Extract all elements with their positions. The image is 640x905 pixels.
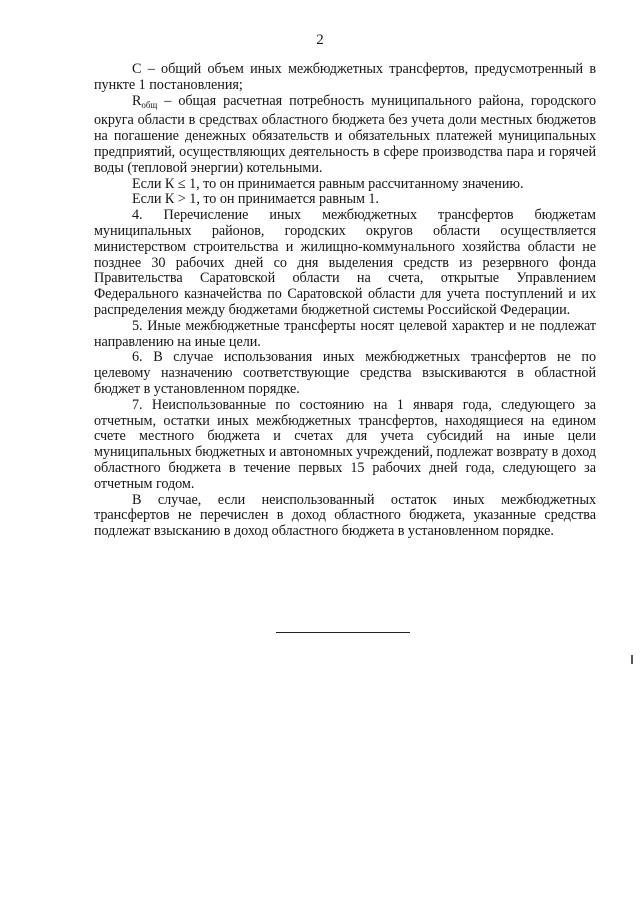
paragraph-item-7: 7. Неиспользованные по состоянию на 1 января года, следующего за отчетным, остатки иных межбюджетных трансфертов, находящиеся на едином счете местного бюджета и счетах для учета субсидий на иные цели муниципальных бюджетных и автономных учреждений, подлежат возврату в доход областного бюджета в течение первых 15 рабочих дней года, следующего за отчетным годом.	[94, 396, 596, 492]
r-definition-text: – общая расчетная потребность муниципального района, городского округа области в средствах областного бюджета без учета доли местных бюджетов на погашение денежных обязательств и обязательных платежей муниципальных предприятий, осуществляющих деятельность в сфере производства пара и горячей воды (тепловой энергии) котельными.	[94, 92, 596, 176]
paragraph-item-6: 6. В случае использования иных межбюджетных трансфертов не по целевому назначению соответствующие средства взыскиваются в областной бюджет в установленном порядке.	[94, 349, 596, 397]
paragraph-r-definition	[94, 94, 596, 177]
page-number: 2	[316, 32, 324, 48]
r-subscript: общ	[141, 99, 158, 110]
paragraph-k-gt-1: Если К > 1, то он принимается равным 1.	[132, 191, 379, 208]
paragraph-item-4: 4. Перечисление иных межбюджетных трансфертов бюджетам муниципальных районов, городских округов области осуществляется министерством строительства и жилищно-коммунального хозяйства области не позднее 30 рабочих дней со дня выделения средств из резервного фонда Правительства Саратовской области на счета, открытые Управлением Федерального казначейства по Саратовской области для учета поступлений и их распределения между бюджетами бюджетной системы Российской Федерации.	[94, 207, 596, 318]
paragraph-item-5: 5. Иные межбюджетные трансферты носят целевой характер и не подлежат направлению на иные цели.	[94, 317, 596, 350]
paragraph-k-le-1: Если К ≤ 1, то он принимается равным рассчитанному значению.	[132, 175, 524, 192]
scan-edge-mark	[631, 655, 633, 664]
document-body	[94, 62, 596, 540]
paragraph-unused-balance: В случае, если неиспользованный остаток иных межбюджетных трансфертов не перечислен в доход областного бюджета, указанные средства подлежат взысканию в доход областного бюджета в установленном порядке.	[94, 491, 596, 540]
r-symbol: R	[132, 92, 142, 109]
paragraph-total-volume: С – общий объем иных межбюджетных трансфертов, предусмотренный в пункте 1 постановления;	[94, 61, 596, 93]
end-divider-line	[276, 632, 410, 633]
